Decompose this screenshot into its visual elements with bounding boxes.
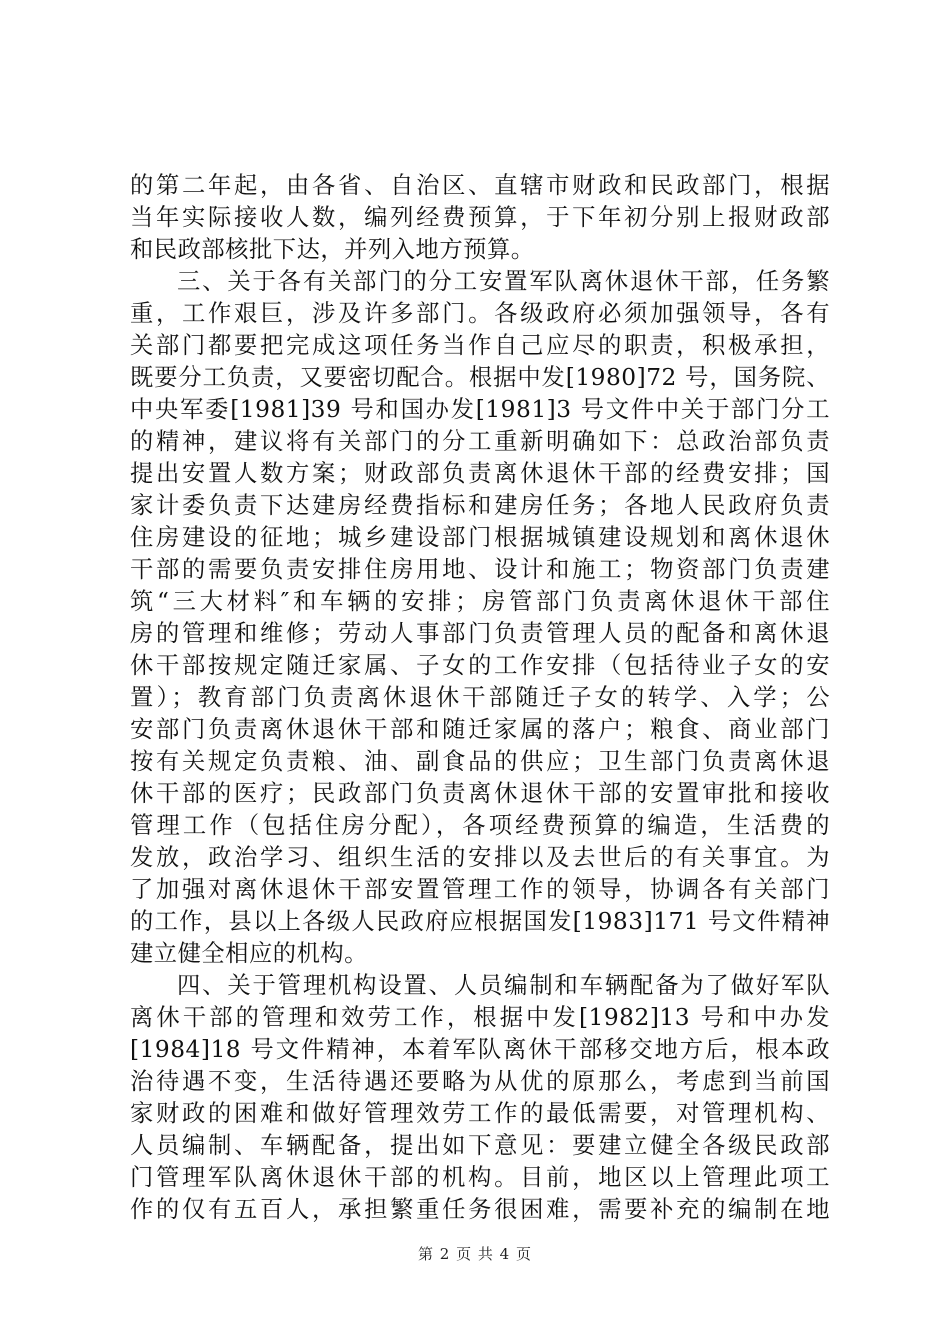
text-line: 既要分工负责，又要密切配合。根据中发[1980]72 号，国务院、: [130, 364, 830, 391]
text-line: 住房建设的征地；城乡建设部门根据城镇建设规划和离休退休: [130, 524, 830, 551]
text-line: 的精神，建议将有关部门的分工重新明确如下：总政治部负责: [130, 428, 830, 455]
text-line: 三、关于各有关部门的分工安置军队离休退休干部，任务繁: [177, 268, 830, 295]
text-line: [1984]18 号文件精神，本着军队离休干部移交地方后，根本政: [130, 1036, 830, 1063]
text-line: 建立健全相应的机构。: [130, 940, 368, 967]
text-line: 置）；教育部门负责离休退休干部随迁子女的转学、入学；公: [130, 684, 830, 711]
text-line: 的第二年起，由各省、自治区、直辖市财政和民政部门，根据: [130, 172, 830, 199]
page-number-footer: 第 2 页 共 4 页: [418, 1245, 532, 1263]
text-line: 作的仅有五百人，承担繁重任务很困难，需要补充的编制在地: [130, 1196, 830, 1223]
text-line: 重，工作艰巨，涉及许多部门。各级政府必须加强领导，各有: [130, 300, 830, 327]
text-line: 安部门负责离休退休干部和随迁家属的落户；粮食、商业部门: [130, 716, 830, 743]
text-line: 休干部按规定随迁家属、子女的工作安排（包括待业子女的安: [130, 652, 830, 679]
text-line: 休干部的医疗；民政部门负责离休退休干部的安置审批和接收: [130, 780, 830, 807]
text-line: 筑“三大材料″和车辆的安排；房管部门负责离休退休干部住: [130, 588, 830, 615]
text-line: 四、关于管理机构设置、人员编制和车辆配备为了做好军队: [177, 972, 830, 999]
text-line: 关部门都要把完成这项任务当作自己应尽的职责，积极承担，: [130, 332, 830, 359]
text-line: 的工作，县以上各级人民政府应根据国发[1983]171 号文件精神: [130, 908, 830, 935]
text-line: 发放，政治学习、组织生活的安排以及去世后的有关事宜。为: [130, 844, 830, 871]
text-line: 按有关规定负责粮、油、副食品的供应；卫生部门负责离休退: [130, 748, 830, 775]
text-line: 管理工作（包括住房分配），各项经费预算的编造，生活费的: [130, 812, 830, 839]
text-line: 了加强对离休退休干部安置管理工作的领导，协调各有关部门: [130, 876, 830, 903]
text-line: 干部的需要负责安排住房用地、设计和施工；物资部门负责建: [130, 556, 830, 583]
text-line: 家财政的困难和做好管理效劳工作的最低需要，对管理机构、: [130, 1100, 830, 1127]
text-line: 中央军委[1981]39 号和国办发[1981]3 号文件中关于部门分工: [130, 396, 830, 423]
text-line: 人员编制、车辆配备，提出如下意见：要建立健全各级民政部: [130, 1132, 830, 1159]
text-line: 门管理军队离休退休干部的机构。目前，地区以上管理此项工: [130, 1164, 830, 1191]
document-body: [130, 170, 830, 1226]
text-line: 治待遇不变，生活待遇还要略为从优的原那么，考虑到当前国: [130, 1068, 830, 1095]
text-line: 家计委负责下达建房经费指标和建房任务；各地人民政府负责: [130, 492, 830, 519]
text-line: 当年实际接收人数，编列经费预算，于下年初分别上报财政部: [130, 204, 830, 231]
text-line: 提出安置人数方案；财政部负责离休退休干部的经费安排；国: [130, 460, 830, 487]
text-line: 离休干部的管理和效劳工作，根据中发[1982]13 号和中办发: [130, 1004, 830, 1031]
text-line: 和民政部核批下达，并列入地方预算。: [130, 236, 535, 263]
text-line: 房的管理和维修；劳动人事部门负责管理人员的配备和离休退: [130, 620, 830, 647]
